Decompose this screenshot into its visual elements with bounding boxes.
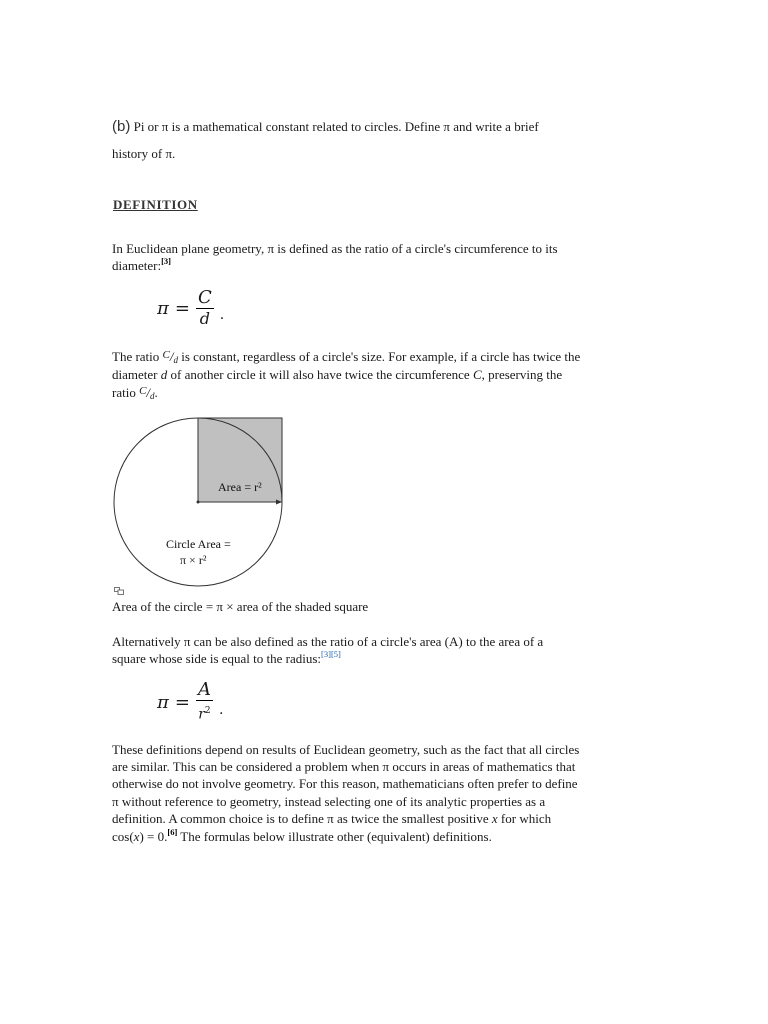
formula1-period: . <box>219 306 225 323</box>
para4-line-1: These definitions depend on results of Euclidean geometry, such as the fact that all circles <box>112 742 580 757</box>
question-text-1: Pi or π is a mathematical constant related to circles. Define π and write a brief <box>133 119 539 134</box>
formula1-equals: = <box>174 298 190 319</box>
para4-line-5 <box>112 810 551 828</box>
para2-var-c: C <box>472 367 482 382</box>
question-text-2: history of π. <box>112 146 176 161</box>
formula2-numerator: A <box>197 679 211 700</box>
inline-frac-sep-2: / <box>146 385 151 400</box>
square-area-label: Area = r² <box>218 480 262 494</box>
formula2-denominator <box>198 701 210 725</box>
inline-fraction-c-over-d-2 <box>139 384 154 404</box>
para2-line-2 <box>112 366 562 384</box>
question-label: (b) <box>112 118 131 135</box>
para2-text-2b: of another circle it will also have twice the circumference <box>167 367 473 382</box>
formula-pi-circumference <box>157 288 224 329</box>
para4-var-x-2: x <box>133 829 140 844</box>
para4-text-6c: The formulas below illustrate other (equivalent) definitions. <box>177 829 492 844</box>
citation-ref-6[interactable]: [6] <box>167 826 178 837</box>
question-line-1 <box>112 118 712 136</box>
para2-text-3-period: . <box>154 385 158 400</box>
para4-line-3: otherwise do not involve geometry. For this reason, mathematicians often prefer to define <box>112 776 578 791</box>
para4-text-5b: for which <box>497 811 552 826</box>
para3-text-2: square whose side is equal to the radius: <box>112 651 322 666</box>
para3-line-2 <box>112 650 341 668</box>
formula2-den-exponent: 2 <box>204 706 211 716</box>
para2-text-2a: diameter <box>112 367 161 382</box>
para2-text-2c: , preserving the <box>481 367 563 382</box>
inline-frac-den: d <box>173 355 179 365</box>
para2-text-1a: The ratio <box>112 349 163 364</box>
formula-pi-area <box>157 680 223 725</box>
definition-heading: DEFINITION <box>113 197 198 212</box>
formula1-numerator: C <box>197 287 212 308</box>
citation-link-3[interactable]: [3] <box>321 648 331 659</box>
para4-text-6a: cos( <box>112 829 134 844</box>
citation-link-5[interactable]: [5] <box>330 648 341 659</box>
formula1-fraction <box>196 288 214 329</box>
formula1-denominator: d <box>199 309 210 328</box>
inline-fraction-c-over-d <box>163 348 178 368</box>
formula2-period: . <box>218 702 224 719</box>
para2-var-d: d <box>160 367 168 382</box>
para4-line-6 <box>112 828 492 846</box>
para2-line-3 <box>112 384 158 404</box>
para4-line-2: are similar. This can be considered a problem when π occurs in areas of mathematics that <box>112 759 576 774</box>
formula2-fraction <box>196 680 213 725</box>
inline-frac-sep: / <box>169 349 174 364</box>
para2-text-1b: is constant, regardless of a circle's size. For example, if a circle has twice the <box>178 349 581 364</box>
formula2-den-base: r <box>198 706 205 723</box>
inline-frac-num: C <box>162 349 170 361</box>
formula2-equals: = <box>174 691 190 713</box>
para3-line-1: Alternatively π can be also defined as the ratio of a circle's area (A) to the area of a <box>112 634 544 649</box>
para4-text-5a: definition. A common choice is to define π as twice the smallest positive <box>112 811 492 826</box>
circle-area-label-1: Circle Area = <box>166 537 231 551</box>
circle-area-label-2: π × r² <box>180 553 207 567</box>
para2-line-1 <box>112 348 722 368</box>
para1-line-2 <box>112 257 171 275</box>
para4-text-6b: ) = 0. <box>139 829 168 844</box>
para2-text-3a: ratio <box>112 385 140 400</box>
para4-var-x: x <box>491 811 498 826</box>
para1-text-2: diameter: <box>112 258 162 273</box>
figure-caption: Area of the circle = π × area of the shaded square <box>112 599 369 614</box>
circle-area-figure <box>108 412 293 592</box>
formula1-pi: π <box>157 298 169 319</box>
center-point <box>197 501 200 504</box>
citation-ref[interactable]: [3] <box>161 255 172 266</box>
formula2-pi: π <box>157 691 169 713</box>
para4-line-4: π without reference to geometry, instead selecting one of its analytic properties as a <box>112 794 546 809</box>
inline-frac-den-2: d <box>150 391 155 401</box>
enlarge-icon[interactable] <box>114 587 124 595</box>
inline-frac-num-2: C <box>139 385 147 397</box>
para1-line-1: In Euclidean plane geometry, π is defined as the ratio of a circle's circumference to its <box>112 241 558 256</box>
